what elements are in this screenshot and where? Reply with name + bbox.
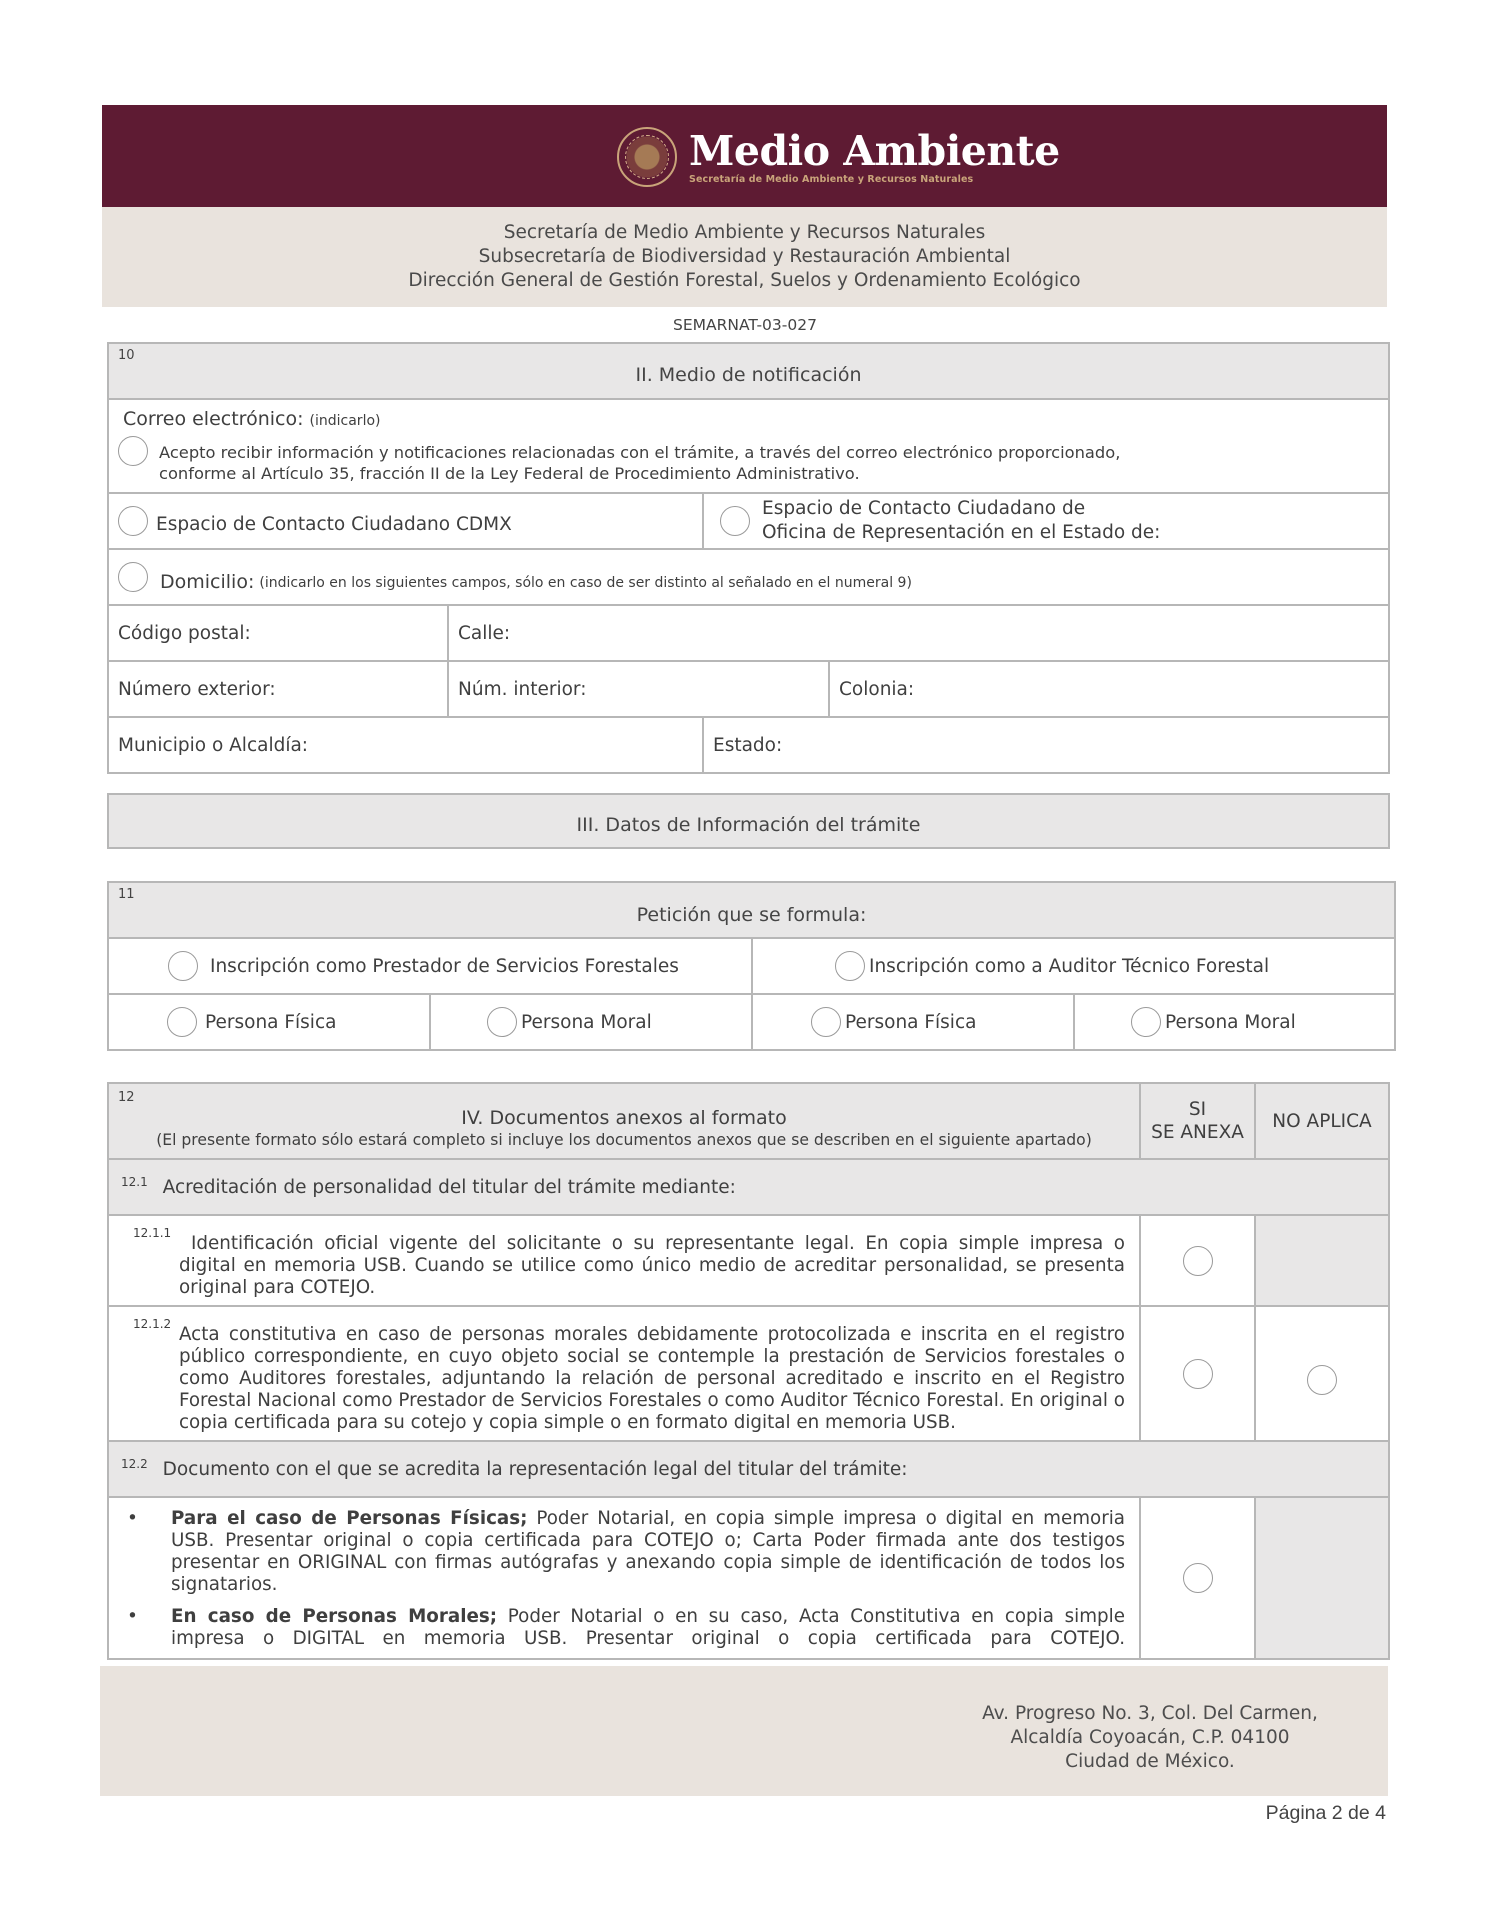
group-12-1-number: 12.1 <box>121 1174 148 1189</box>
item-12-1-1-si-cell <box>1140 1215 1255 1306</box>
info-section-header: III. Datos de Información del trámite <box>107 793 1390 849</box>
item-12-2-no-aplica-cell <box>1255 1497 1389 1659</box>
prestador-fisica-cell <box>108 994 430 1050</box>
section-subtitle: (El presente formato sólo estará completo si incluye los documentos anexos que se describen en el siguiente apartado) <box>156 1130 1092 1149</box>
item-12-1-1-si-radio[interactable] <box>1183 1246 1213 1276</box>
email-hint: (indicarlo) <box>309 413 381 429</box>
group-12-1 <box>108 1159 1389 1215</box>
option-state-line-2: Oficina de Representación en el Estado de: <box>762 522 1161 543</box>
auditor-moral-cell <box>1074 994 1395 1050</box>
address-line-3: Ciudad de México. <box>1065 1751 1235 1772</box>
section-title: Petición que se formula: <box>636 904 867 926</box>
colonia-label: Colonia: <box>839 678 915 700</box>
auditor-fisica-cell <box>752 994 1074 1050</box>
interior-number-label: Núm. interior: <box>458 678 587 700</box>
petition-section <box>107 881 1396 1051</box>
bullet-personas-morales <box>109 1602 1139 1658</box>
item-12-2-si-radio[interactable] <box>1183 1563 1213 1593</box>
bullet-2-bold: En caso de Personas Morales; <box>171 1606 498 1627</box>
address-line-2: Alcaldía Coyoacán, C.P. 04100 <box>1010 1727 1290 1748</box>
item-12-1-1 <box>108 1215 1140 1306</box>
exterior-number-field[interactable] <box>108 661 448 717</box>
section-number: 12 <box>118 1090 135 1105</box>
auditor-fisica-radio[interactable] <box>811 1007 841 1037</box>
section-number: 10 <box>118 348 135 363</box>
postal-code-field[interactable] <box>108 605 448 661</box>
page-number: Página 2 de 4 <box>1265 1802 1386 1824</box>
group-12-2-number: 12.2 <box>121 1456 148 1471</box>
group-12-1-title: Acreditación de personalidad del titular del trámite mediante: <box>162 1176 736 1198</box>
auditor-fisica-label: Persona Física <box>845 1011 977 1033</box>
section-title: II. Medio de notificación <box>635 364 862 386</box>
postal-code-label: Código postal: <box>118 622 251 644</box>
domicilio-hint: (indicarlo en los siguientes campos, sólo en caso de ser distinto al señalado en el numeral 9) <box>259 575 912 591</box>
address-line-1: Av. Progreso No. 3, Col. Del Carmen, <box>982 1703 1318 1724</box>
item-12-1-2 <box>108 1306 1140 1441</box>
footer-address <box>950 1702 1350 1774</box>
item-12-1-2-number: 12.1.2 <box>133 1317 172 1331</box>
email-consent-line-2: conforme al Artículo 35, fracción II de la Ley Federal de Procedimiento Administrativo. <box>159 464 860 483</box>
interior-number-field[interactable] <box>448 661 829 717</box>
domicilio-label: Domicilio: <box>160 571 255 593</box>
street-field[interactable] <box>448 605 1389 661</box>
agency-line-2: Subsecretaría de Biodiversidad y Restauración Ambiental <box>478 246 1011 267</box>
option-prestador-cell <box>108 938 752 994</box>
option-prestador-radio[interactable] <box>168 951 198 981</box>
group-12-2 <box>108 1441 1389 1497</box>
prestador-moral-cell <box>430 994 752 1050</box>
bullet-1-text: Poder Notarial, en copia simple impresa o digital en memoria USB. Presentar original o copia certificada para COTEJO o; Carta Poder firmada ante dos testigos presentar en ORIGINAL con firmas autógrafas y anexando copia simple de identificación de todos los signatarios. <box>171 1508 1125 1595</box>
option-cdmx-label: Espacio de Contacto Ciudadano CDMX <box>156 513 512 535</box>
email-label: Correo electrónico: <box>123 408 304 430</box>
street-label: Calle: <box>458 622 511 644</box>
bullet-icon: • <box>127 1606 138 1627</box>
column-si-line-1: SI <box>1188 1099 1207 1120</box>
state-field[interactable] <box>703 717 1389 773</box>
colonia-field[interactable] <box>829 661 1389 717</box>
group-12-2-title: Documento con el que se acredita la representación legal del titular del trámite: <box>162 1458 908 1480</box>
prestador-fisica-radio[interactable] <box>167 1007 197 1037</box>
logo <box>617 127 1060 187</box>
notification-section <box>107 342 1390 774</box>
state-label: Estado: <box>713 734 783 756</box>
email-row <box>108 399 1389 493</box>
bullet-1-bold: Para el caso de Personas Físicas; <box>171 1508 528 1529</box>
section-header <box>108 882 1395 938</box>
email-consent-radio[interactable] <box>118 436 148 466</box>
option-auditor-cell <box>752 938 1395 994</box>
form-code: SEMARNAT-03-027 <box>673 316 817 334</box>
item-12-1-2-no-aplica-cell <box>1255 1306 1389 1441</box>
bullet-icon: • <box>127 1508 138 1529</box>
municipality-label: Municipio o Alcaldía: <box>118 734 309 756</box>
domicilio-radio[interactable] <box>118 562 148 592</box>
municipality-field[interactable] <box>108 717 703 773</box>
column-no-aplica: NO APLICA <box>1255 1083 1389 1159</box>
item-12-1-2-si-cell <box>1140 1306 1255 1441</box>
item-12-2-bullets <box>108 1497 1140 1659</box>
option-auditor-label: Inscripción como a Auditor Técnico Forestal <box>869 955 1270 977</box>
agency-line-3: Dirección General de Gestión Forestal, Suelos y Ordenamiento Ecológico <box>408 270 1081 291</box>
prestador-fisica-label: Persona Física <box>205 1011 337 1033</box>
prestador-moral-radio[interactable] <box>487 1007 517 1037</box>
option-state-line-1: Espacio de Contacto Ciudadano de <box>762 498 1086 519</box>
auditor-moral-radio[interactable] <box>1131 1007 1161 1037</box>
item-12-1-1-number: 12.1.1 <box>133 1226 172 1240</box>
exterior-number-label: Número exterior: <box>118 678 276 700</box>
column-si-se-anexa <box>1140 1083 1255 1159</box>
item-12-1-2-no-aplica-radio[interactable] <box>1307 1365 1337 1395</box>
national-seal-icon <box>617 127 677 187</box>
section-header <box>108 343 1389 399</box>
prestador-moral-label: Persona Moral <box>521 1011 652 1033</box>
option-cdmx-cell <box>108 493 703 549</box>
section-number: 11 <box>118 887 135 902</box>
logo-subtitle: Secretaría de Medio Ambiente y Recursos Naturales <box>689 173 974 185</box>
item-12-1-2-text: Acta constitutiva en caso de personas morales debidamente protocolizada e inscrita en el registro público correspondiente, en cuyo objeto social se contemple la prestación de Servicios forestales o como Auditores forestales, adjuntando la relación de personal acreditado e inscrito en el Registro Forestal Nacional como Prestador de Servicios Forestales o como Auditor Técnico Forestal. En original o copia certificada para su cotejo y copia simple o en formato digital en memoria USB. <box>179 1323 1125 1433</box>
logo-title: Medio Ambiente <box>689 126 1060 175</box>
option-prestador-label: Inscripción como Prestador de Servicios Forestales <box>210 955 679 977</box>
bullet-personas-fisicas <box>109 1498 1139 1602</box>
brand-header <box>102 105 1387 207</box>
agency-line-1: Secretaría de Medio Ambiente y Recursos Naturales <box>503 222 986 243</box>
documents-section <box>107 1082 1390 1660</box>
option-state-radio[interactable] <box>720 506 750 536</box>
section-title: IV. Documentos anexos al formato <box>461 1106 787 1129</box>
option-cdmx-radio[interactable] <box>118 506 148 536</box>
item-12-1-1-no-aplica-cell <box>1255 1215 1389 1306</box>
option-state-cell <box>703 493 1389 549</box>
item-12-2-si-cell <box>1140 1497 1255 1659</box>
email-consent-line-1: Acepto recibir información y notificaciones relacionadas con el trámite, a través del correo electrónico proporcionado, <box>159 443 1121 462</box>
item-12-1-2-si-radio[interactable] <box>1183 1359 1213 1389</box>
auditor-moral-label: Persona Moral <box>1165 1011 1296 1033</box>
option-auditor-radio[interactable] <box>835 951 865 981</box>
item-12-1-1-text: Identificación oficial vigente del solicitante o su representante legal. En copia simple impresa o digital en memoria USB. Cuando se utilice como único medio de acreditar personalidad, se presenta original para COTEJO. <box>179 1232 1125 1298</box>
bullet-2-text: Poder Notarial o en su caso, Acta Constitutiva en copia simple impresa o DIGITAL en memoria USB. Presentar original o copia certificada para COTEJO. <box>171 1606 1125 1649</box>
agency-band <box>102 207 1387 307</box>
footer-band <box>100 1666 1388 1796</box>
column-si-line-2: SE ANEXA <box>1151 1122 1244 1143</box>
section-header <box>108 1083 1140 1159</box>
domicilio-row <box>108 549 1389 605</box>
